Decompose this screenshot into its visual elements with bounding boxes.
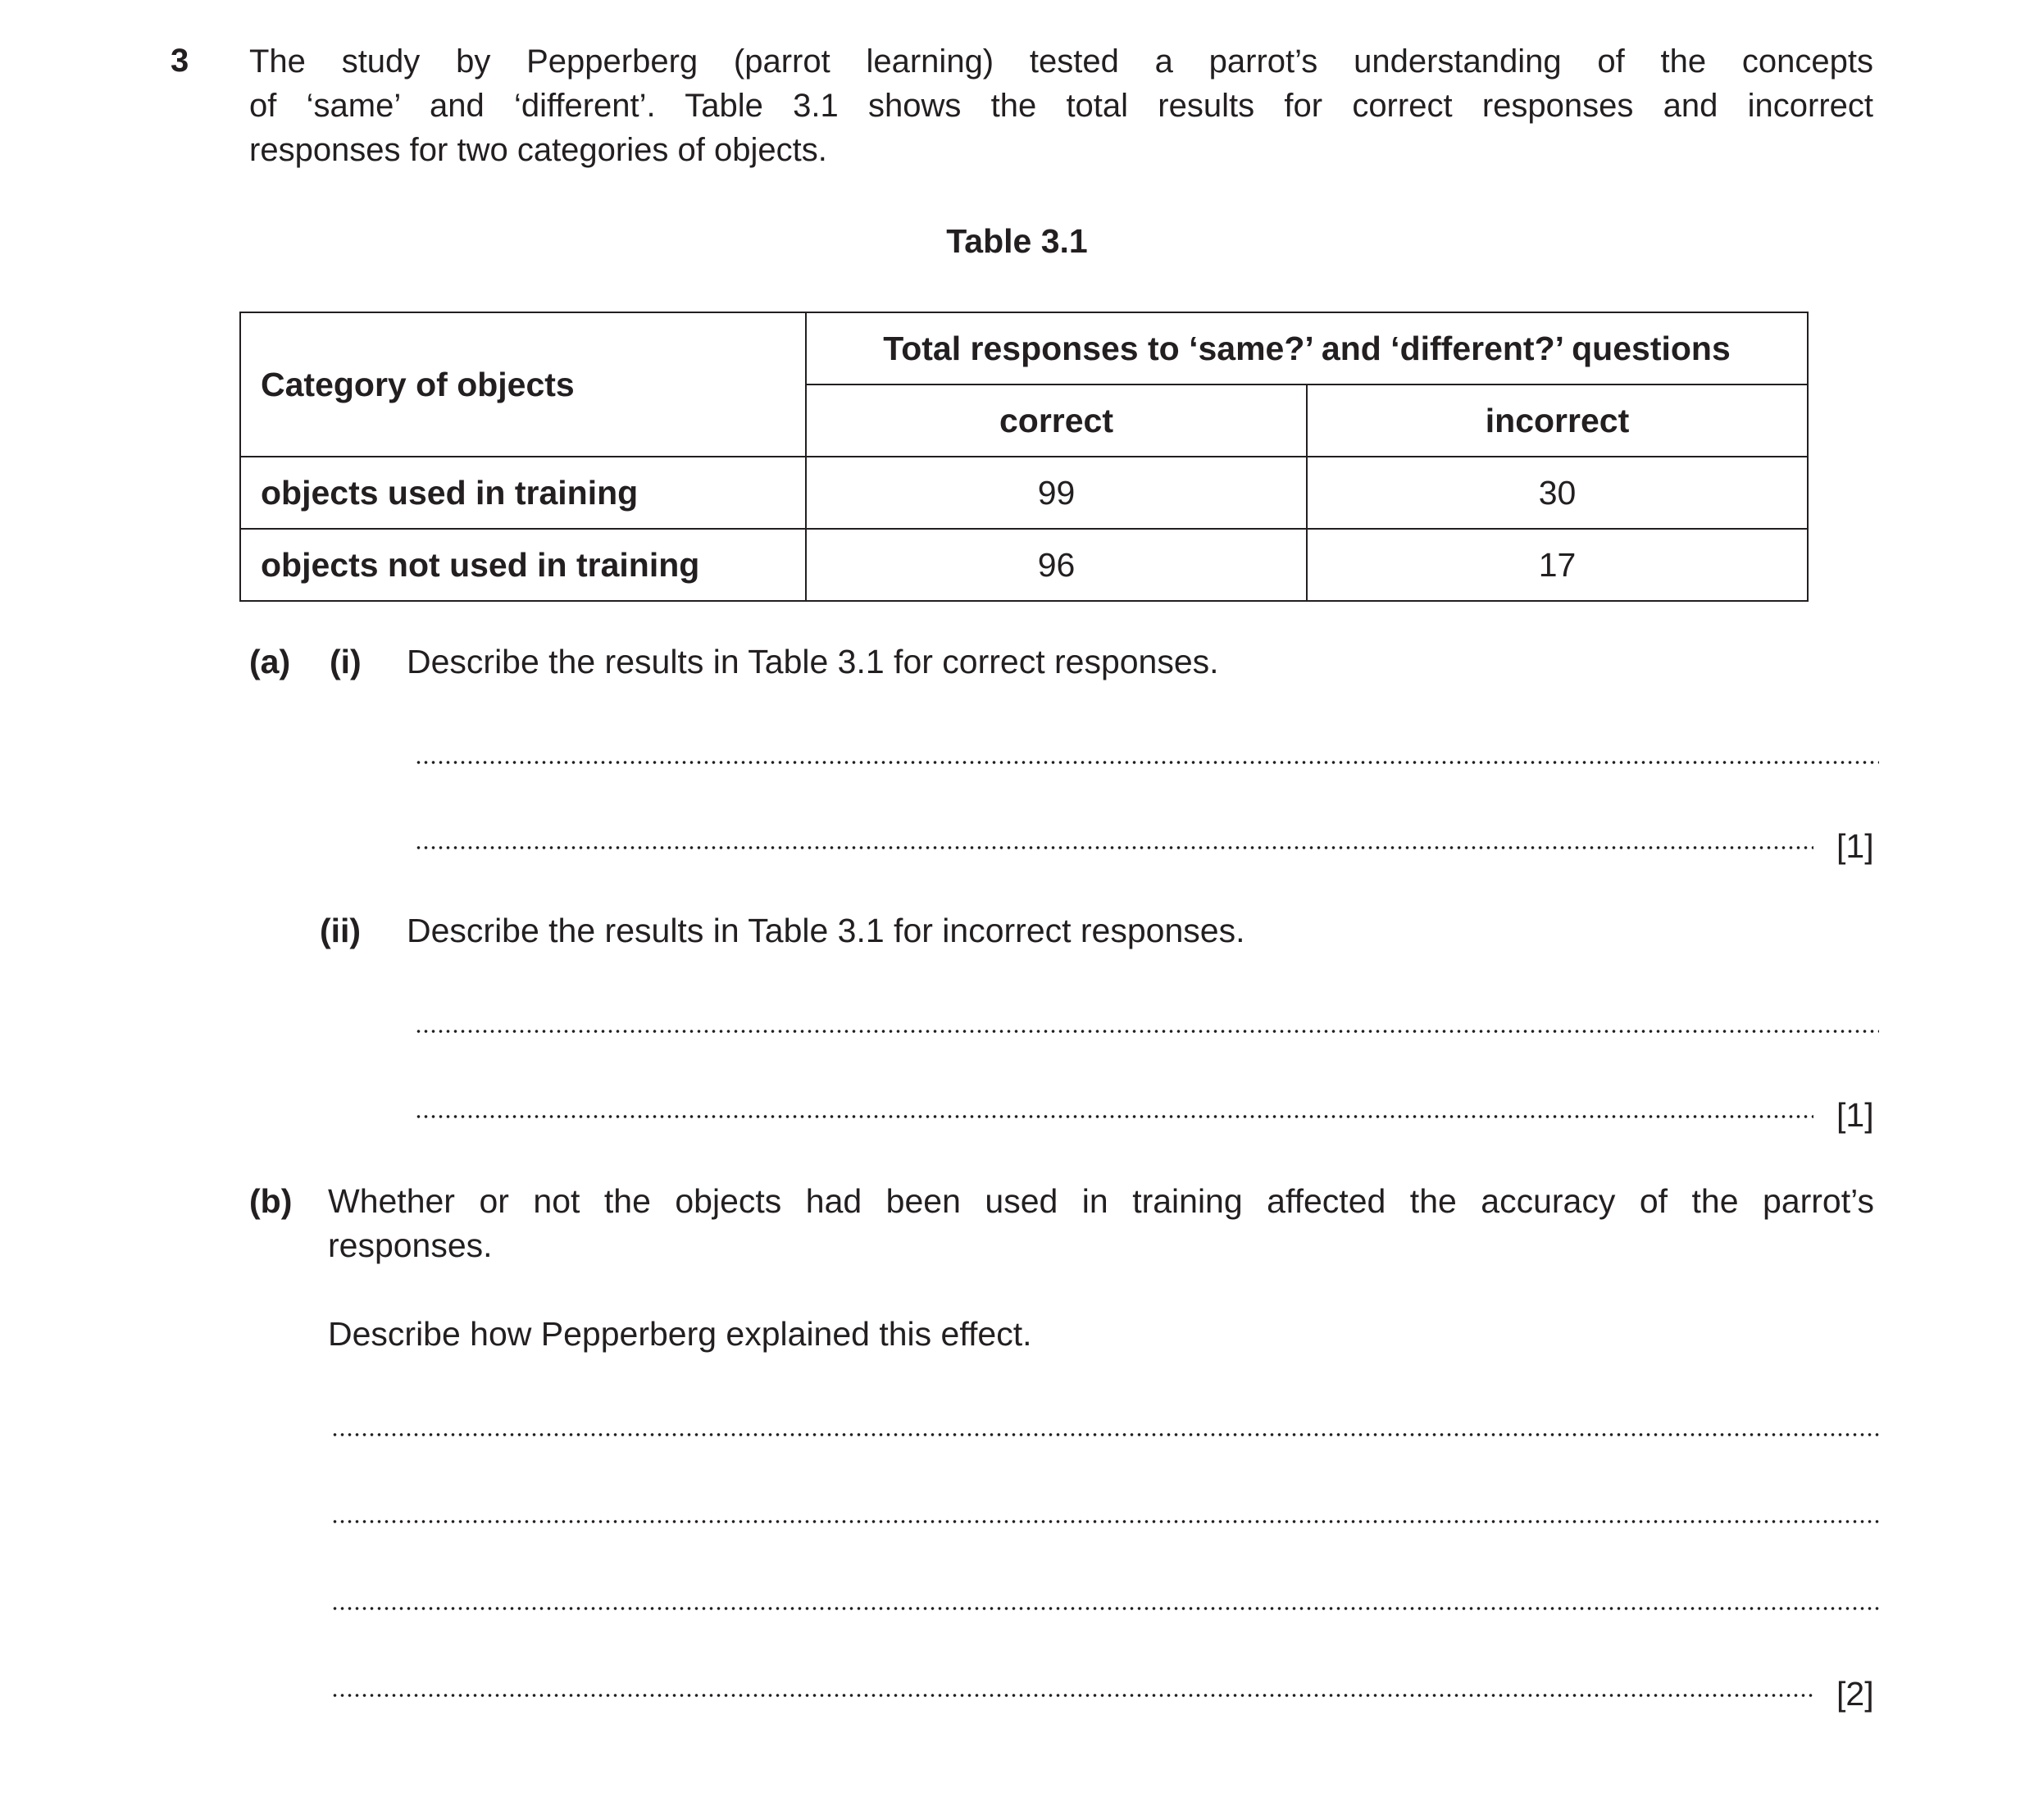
answer-line[interactable] [331,1518,1879,1525]
part-a-label: (a) [249,643,291,680]
table-row [240,529,1808,601]
row-label: objects used in training [240,457,806,529]
sub-i-label: (i) [330,643,362,680]
part-b-line: Whether or not the objects had been used in training affected the accuracy of the parrot’s [328,1182,1874,1220]
table-header-row [240,312,1808,384]
results-table [239,312,1809,602]
intro-line: The study by Pepperberg (parrot learning) tested a parrot’s understanding of the concepts [249,43,1873,80]
part-b-text [328,1179,1874,1267]
row-header-cell: Category of objects [240,312,806,457]
part-b-line: responses. [328,1226,493,1264]
marks-label: [2] [1836,1675,1874,1713]
cell-correct: 96 [806,529,1307,601]
part-b-prompt: Describe how Pepperberg explained this effect. [328,1315,1032,1353]
answer-line[interactable] [415,759,1879,766]
question-intro [249,39,1873,172]
answer-line[interactable] [331,1431,1879,1438]
table-title: Table 3.1 [946,222,1088,260]
row-label: objects not used in training [240,529,806,601]
intro-line: of ‘same’ and ‘different’. Table 3.1 shows the total results for correct responses and incorrect [249,88,1873,124]
answer-line[interactable] [331,1692,1813,1699]
sub-ii-label: (ii) [320,912,362,949]
cell-incorrect: 17 [1307,529,1808,601]
marks-label: [1] [1836,1096,1874,1134]
intro-line: responses for two categories of objects. [249,132,827,168]
sub-ii-prompt: Describe the results in Table 3.1 for incorrect responses. [407,912,1245,949]
cell-correct: 99 [806,457,1307,529]
table-row [240,457,1808,529]
group-header-cell: Total responses to ‘same?’ and ‘different?’ questions [806,312,1808,384]
answer-line[interactable] [415,1028,1879,1035]
question-number: 3 [171,43,189,79]
part-b-label: (b) [249,1182,293,1220]
column-header-correct: correct [806,384,1307,457]
answer-line[interactable] [331,1605,1879,1612]
marks-label: [1] [1836,827,1874,865]
column-header-incorrect: incorrect [1307,384,1808,457]
answer-line[interactable] [415,844,1813,851]
cell-incorrect: 30 [1307,457,1808,529]
answer-line[interactable] [415,1113,1813,1120]
sub-i-prompt: Describe the results in Table 3.1 for correct responses. [407,643,1219,680]
